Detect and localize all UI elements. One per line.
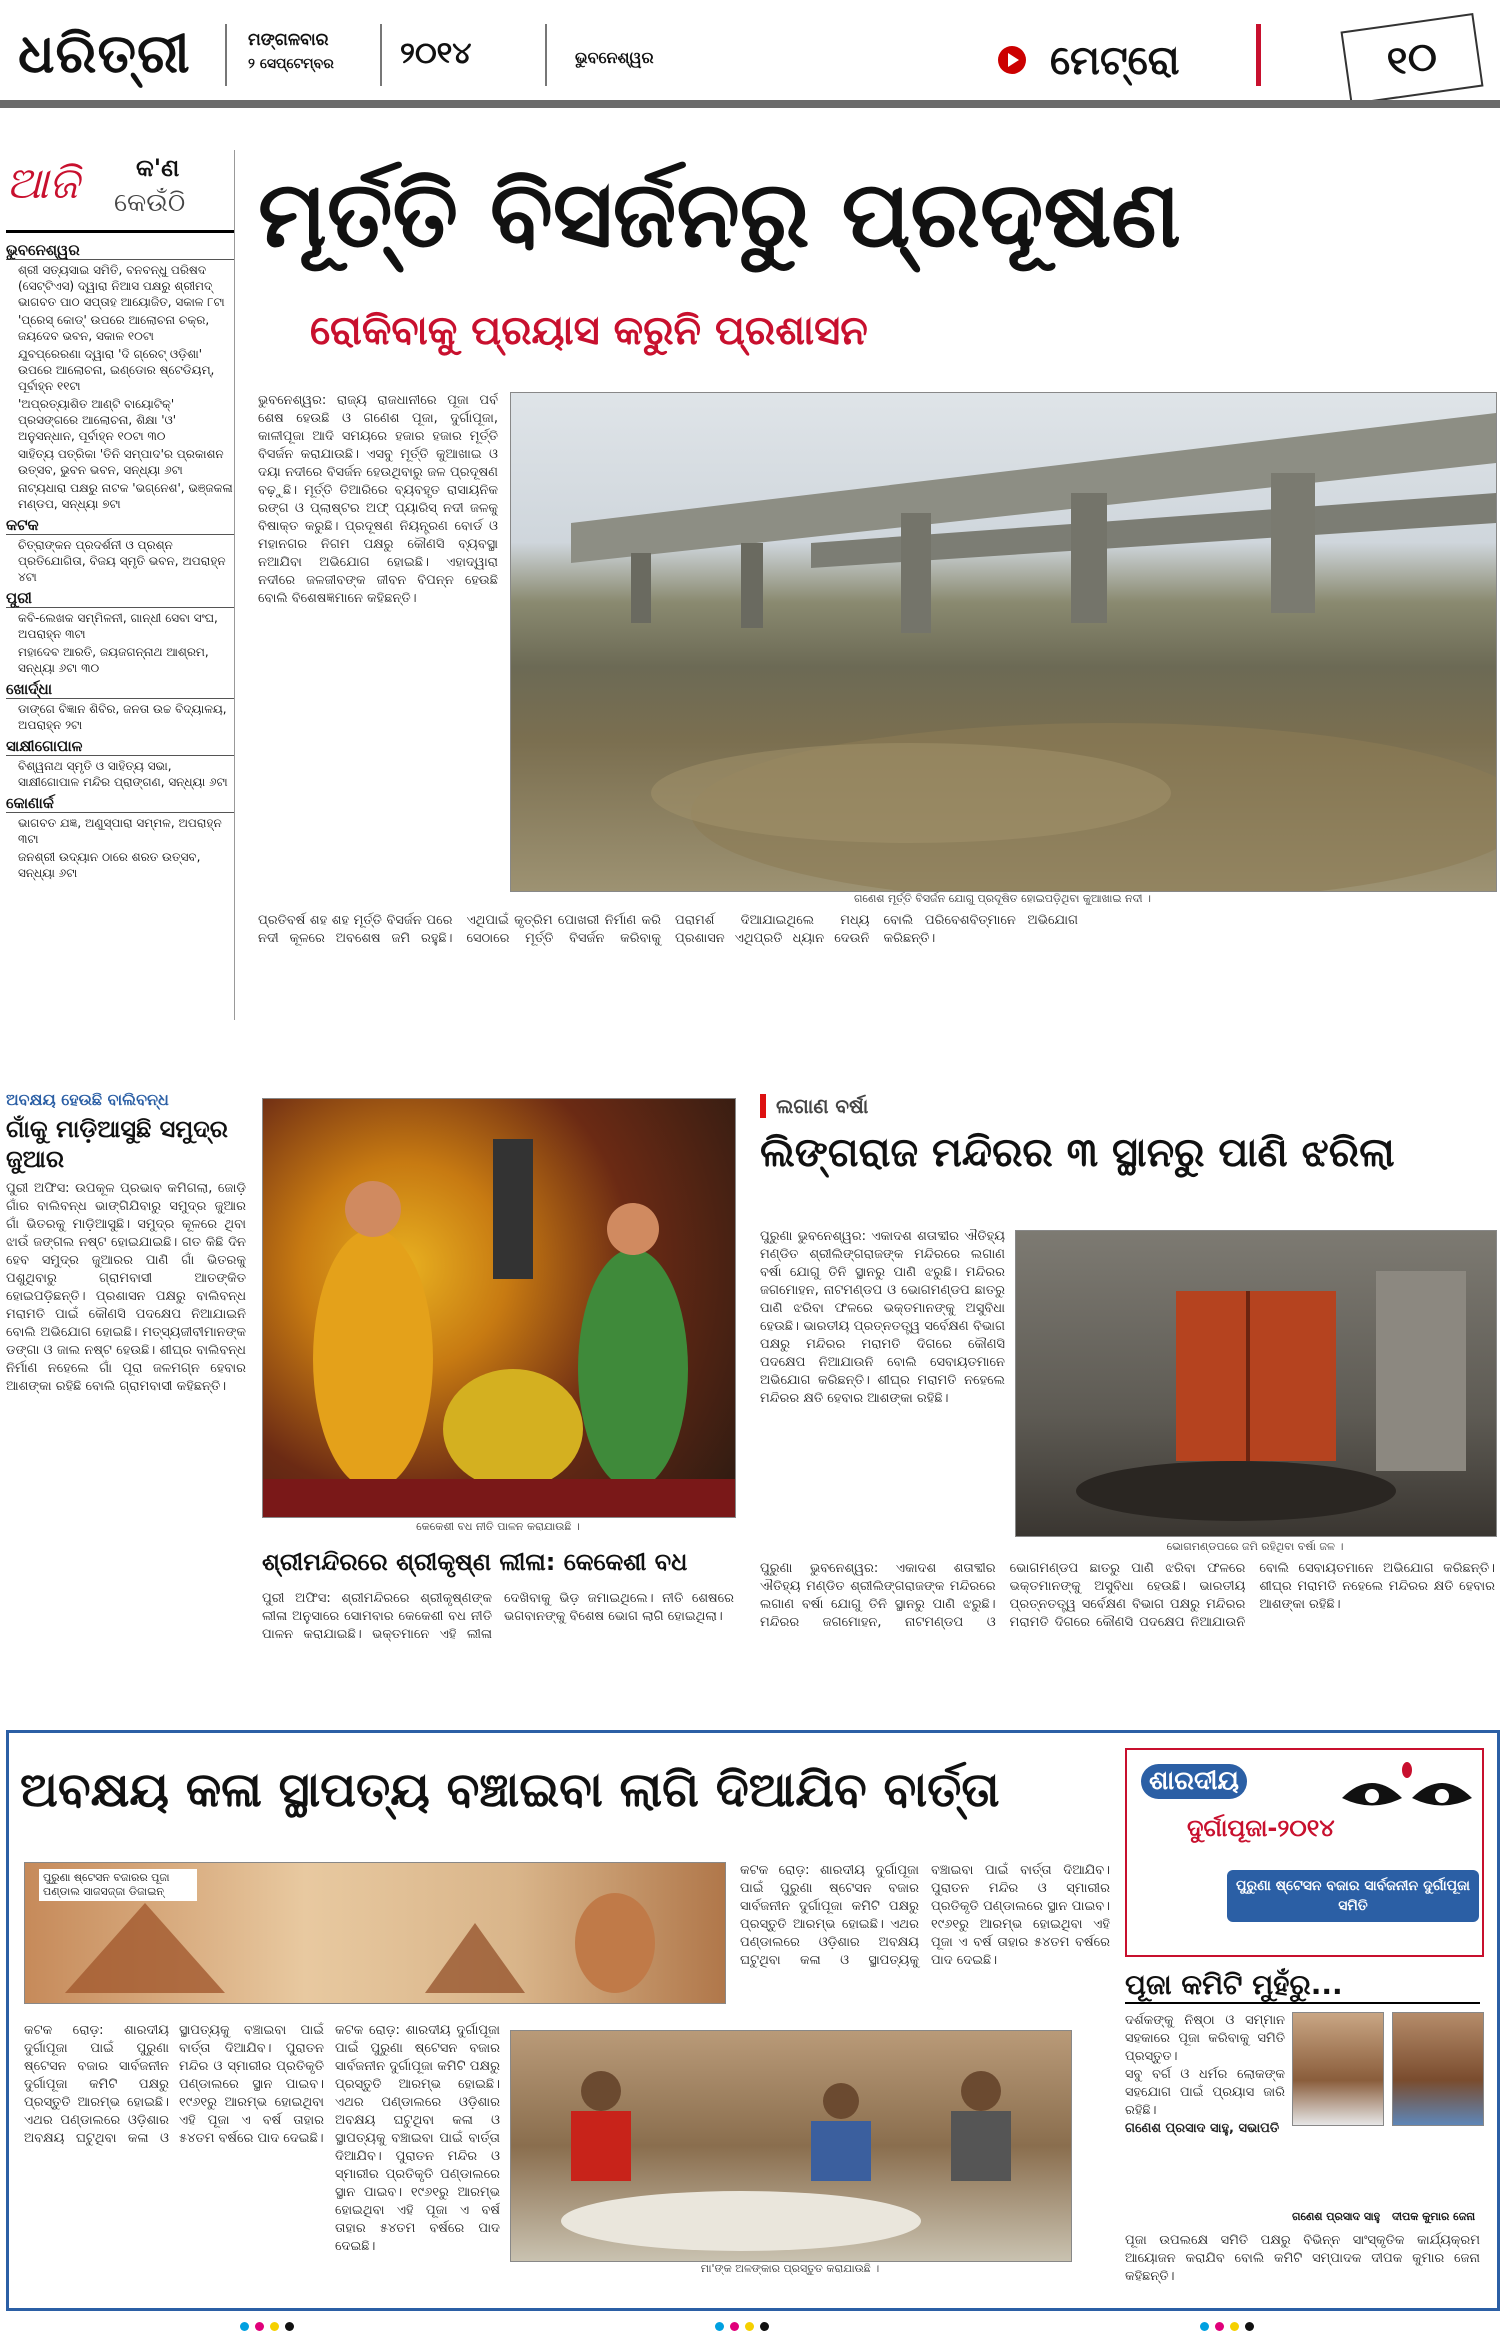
- events-item: ଜନଶ୍ରୀ ଉଦ୍ୟାନ ଠାରେ ଶରତ ଉତ୍ସବ, ସନ୍ଧ୍ୟା ୬ଟା: [18, 850, 201, 880]
- ornament-making-caption: ମା'ଙ୍କ ଅଳଙ୍କାର ପ୍ରସ୍ତୁତ କରାଯାଉଛି ।: [700, 2262, 880, 2275]
- pandal-illustration: [25, 1863, 725, 2003]
- masthead-divider: [545, 24, 547, 86]
- masthead-date: ୨ ସେପ୍ଟେମ୍ବର: [248, 56, 334, 72]
- sea-tide-headline: ଗାଁକୁ ମାଡ଼ିଆସୁଛି ସମୁଦ୍ର ଜୁଆର: [6, 1115, 228, 1173]
- person-photo-2: [1392, 2012, 1484, 2126]
- section-accent-bar: [1256, 24, 1261, 86]
- masthead-divider: [380, 24, 382, 86]
- committee-item: ଦର୍ଶକଙ୍କୁ ନିଷ୍ଠା ଓ ସମ୍ମାନ ସହକାରେ ପୂଜା କରିବାକୁ ସମିତି ପ୍ରସ୍ତୁତ।: [1125, 2013, 1285, 2064]
- yellow-mark: [270, 2322, 279, 2331]
- ad-organiser: ପୁରୁଣା ଷ୍ଟେସନ ବଜାର ସାର୍ବଜନୀନ ଦୁର୍ଗାପୂଜା ସମିତି: [1227, 1870, 1479, 1922]
- events-item: ଚିତ୍ରାଙ୍କନ ପ୍ରଦର୍ଶନୀ ଓ ପ୍ରଶ୍ନ ପ୍ରତିଯୋଗିତା, ବିଜୟ ସ୍ମୃତି ଭବନ, ଅପରାହ୍ନ ୪ଟା: [18, 538, 226, 584]
- lingaraj-photo: [1015, 1230, 1497, 1537]
- events-section-title: ସାକ୍ଷୀଗୋପାଳ: [6, 737, 234, 756]
- lingaraj-body-continued: ପୁରୁଣା ଭୁବନେଶ୍ୱର: ଏକାଦଶ ଶତାବ୍ଦୀର ଐତିହ୍ୟ ମଣ୍ଡିତ ଶ୍ରୀଲିଙ୍ଗରାଜଙ୍କ ମନ୍ଦିରରେ ଲଗାଣ ବର୍ଷା ଯୋଗୁ ତିନି ସ୍ଥାନରୁ ପାଣି ଝରୁଛି। ମନ୍ଦିରର ଜଗମୋହନ, ନାଟମଣ୍ଡପ ଓ ଭୋଗମଣ୍ଡପ ଛାତରୁ ପାଣି ଝରିବା ଫଳରେ ଭକ୍ତମାନଙ୍କୁ ଅସୁବିଧା ହେଉଛି। ଭାରତୀୟ ପ୍ରତ୍ନତତ୍ତ୍ୱ ସର୍ବେକ୍ଷଣ ବିଭାଗ ପକ୍ଷରୁ ମନ୍ଦିରର ମରାମତି ଦିଗରେ କୌଣସି ପଦକ୍ଷେପ ନିଆଯାଉନି ବୋଲି ସେବାୟତମାନେ ଅଭିଯୋଗ କରିଛନ୍ତି। ଶୀଘ୍ର ମରାମତି ନହେଲେ ମନ୍ଦିରର କ୍ଷତି ହେବାର ଆଶଙ୍କା ରହିଛି।: [760, 1561, 1495, 1630]
- events-item: ଯୁବପ୍ରେରଣା ଦ୍ୱାରା 'ଦି ଗ୍ରେଟ୍ ଓଡ଼ିଶା' ଉପରେ ଆଲୋଚନା, ଇଣ୍ଡୋର ଷ୍ଟେଡିୟମ୍, ପୂର୍ବାହ୍ନ ୧୧ଟା: [18, 347, 215, 393]
- masthead: [0, 0, 1500, 110]
- lead-photo-caption: ଗଣେଶ ମୂର୍ତ୍ତି ବିସର୍ଜନ ଯୋଗୁ ପ୍ରଦୂଷିତ ହୋଇପଡ଼ିଥିବା କୁଆଖାଇ ନଦୀ ।: [853, 892, 1151, 905]
- events-section-title: ଭୁବନେଶ୍ୱର: [6, 241, 234, 260]
- page-number: ୧୦: [1341, 13, 1484, 105]
- lead-body: ଭୁବନେଶ୍ୱର: ରାଜ୍ୟ ରାଜଧାନୀରେ ପୂଜା ପର୍ବ ଶେଷ ହେଉଛି ଓ ଗଣେଶ ପୂଜା, ଦୁର୍ଗାପୂଜା, କାଳୀପୂଜା ଆଦି ସମୟରେ ହଜାର ହଜାର ମୂର୍ତ୍ତି ବିସର୍ଜନ କରାଯାଉଛି। ଏସବୁ ମୂର୍ତ୍ତି କୁଆଖାଇ ଓ ଦୟା ନଦୀରେ ବିସର୍ଜନ ହେଉଥିବାରୁ ଜଳ ପ୍ରଦୂଷଣ ବଢ଼ୁଛି। ମୂର୍ତ୍ତି ତିଆରିରେ ବ୍ୟବହୃତ ରାସାୟନିକ ରଙ୍ଗ ଓ ପ୍ଲାଷ୍ଟର ଅଫ୍ ପ୍ୟାରିସ୍ ନଦୀ ଜଳକୁ ବିଷାକ୍ତ କରୁଛି। ପ୍ରଦୂଷଣ ନିୟନ୍ତ୍ରଣ ବୋର୍ଡ ଓ ମହାନଗର ନିଗମ ପକ୍ଷରୁ କୌଣସି ବ୍ୟବସ୍ଥା ନଆଯିବା ଅଭିଯୋଗ ହୋଇଛି। ଏହାଦ୍ୱାରା ନଦୀରେ ଜଳଜୀବଙ୍କ ଜୀବନ ବିପନ୍ନ ହେଉଛି ବୋଲି ବିଶେଷଜ୍ଞମାନେ କହିଛନ୍ତି।: [258, 393, 498, 606]
- masthead-city: ଭୁବନେଶ୍ୱର: [575, 48, 654, 67]
- masthead-divider: [225, 24, 227, 86]
- puja-feature-body-continued: କଟକ ରୋଡ଼: ଶାରଦୀୟ ଦୁର୍ଗାପୂଜା ପାଇଁ ପୁରୁଣା ଷ୍ଟେସନ ବଜାର ସାର୍ବଜନୀନ ଦୁର୍ଗାପୂଜା କମିଟି ପକ୍ଷରୁ ପ୍ରସ୍ତୁତି ଆରମ୍ଭ ହୋଇଛି। ଏଥର ପଣ୍ଡାଲରେ ଓଡ଼ିଶାର ଅବକ୍ଷୟ ଘଟୁଥିବା କଳା ଓ ସ୍ଥାପତ୍ୟକୁ ବଞ୍ଚାଇବା ପାଇଁ ବାର୍ତ୍ତା ଦିଆଯିବ। ପୁରାତନ ମନ୍ଦିର ଓ ସ୍ମାରୀର ପ୍ରତିକୃତି ପଣ୍ଡାଲରେ ସ୍ଥାନ ପାଇବ। ୧୯୬୧ରୁ ଆରମ୍ଭ ହୋଇଥିବା ଏହି ପୂଜା ଏ ବର୍ଷ ତାହାର ୫୪ତମ ବର୍ଷରେ ପାଦ ଦେଇଛି।: [24, 2023, 324, 2146]
- cyan-mark: [240, 2322, 249, 2331]
- committee-heading: ପୂଜା କମିଟି ମୁହଁରୁ...: [1125, 1968, 1480, 2004]
- events-column: [6, 150, 235, 1020]
- masthead-rule: [0, 100, 1500, 108]
- magenta-mark: [255, 2322, 264, 2331]
- committee-list: [1125, 2012, 1285, 2202]
- events-section-title: ପୁରୀ: [6, 589, 234, 608]
- lingaraj-body: ପୁରୁଣା ଭୁବନେଶ୍ୱର: ଏକାଦଶ ଶତାବ୍ଦୀର ଐତିହ୍ୟ ମଣ୍ଡିତ ଶ୍ରୀଲିଙ୍ଗରାଜଙ୍କ ମନ୍ଦିରରେ ଲଗାଣ ବର୍ଷା ଯୋଗୁ ତିନି ସ୍ଥାନରୁ ପାଣି ଝରୁଛି। ମନ୍ଦିରର ଜଗମୋହନ, ନାଟମଣ୍ଡପ ଓ ଭୋଗମଣ୍ଡପ ଛାତରୁ ପାଣି ଝରିବା ଫଳରେ ଭକ୍ତମାନଙ୍କୁ ଅସୁବିଧା ହେଉଛି। ଭାରତୀୟ ପ୍ରତ୍ନତତ୍ତ୍ୱ ସର୍ବେକ୍ଷଣ ବିଭାଗ ପକ୍ଷରୁ ମନ୍ଦିରର ମରାମତି ଦିଗରେ କୌଣସି ପଦକ୍ଷେପ ନିଆଯାଉନି ବୋଲି ସେବାୟତମାନେ ଅଭିଯୋଗ କରିଛନ୍ତି। ଶୀଘ୍ର ମରାମତି ନହେଲେ ମନ୍ଦିରର କ୍ଷତି ହେବାର ଆଶଙ୍କା ରହିଛି।: [760, 1229, 1005, 1406]
- workers-illustration: [511, 2031, 1071, 2261]
- committee-item: ସବୁ ବର୍ଗ ଓ ଧର୍ମର ଲୋକଙ୍କ ସହଯୋଗ ପାଇଁ ପ୍ରୟାସ ଜାରି ରହିଛି।: [1125, 2067, 1285, 2118]
- pandal-design-photo: [24, 1862, 726, 2004]
- krishna-leela-headline: ଶ୍ରୀମନ୍ଦିରରେ ଶ୍ରୀକୃଷ୍ଣ ଲୀଳା: କେକେଶୀ ବଧ: [262, 1548, 688, 1576]
- events-item: ଡାଙ୍ଗେ ବିଜ୍ଞାନ ଶିବିର, ଜନତା ଉଚ୍ଚ ବିଦ୍ୟାଳୟ, ଅପରାହ୍ନ ୨ଟା: [18, 702, 227, 732]
- events-what-label: କ'ଣ: [136, 154, 180, 182]
- events-item: କବି-ଲେଖକ ସମ୍ମିଳନୀ, ଗାନ୍ଧୀ ସେବା ସଂଘ, ଅପରାହ୍ନ ୩ଟା: [18, 611, 218, 641]
- lead-photo-river-bridge: [510, 392, 1497, 892]
- events-section-title: କୋଣାର୍କ: [6, 794, 234, 813]
- events-item: ନାଟ୍ୟଧାରା ପକ୍ଷରୁ ନାଟକ 'ଭଗ୍ନେଶ', ଭଞ୍ଜକଳା ମଣ୍ଡପ, ସନ୍ଧ୍ୟା ୭ଟା: [18, 481, 233, 511]
- events-item: ଭାଗବତ ଯଜ୍ଞ, ଅଣୁସ୍ପାରା ସମ୍ମଳ, ଅପରାହ୍ନ ୩ଟା: [18, 816, 222, 846]
- bridge-illustration: [511, 393, 1496, 891]
- puja-feature-headline: ଅବକ୍ଷୟ କଳା ସ୍ଥାପତ୍ୟ ବଞ୍ଚାଇବା ଲାଗି ଦିଆଯିବ ବାର୍ତ୍ତା: [20, 1762, 1000, 1818]
- krishna-leela-photo: [262, 1098, 736, 1518]
- durga-puja-ad: [1125, 1748, 1484, 1957]
- events-where-label: କେଉଁଠି: [114, 188, 186, 218]
- puja-feature-body-extra: କଟକ ରୋଡ଼: ଶାରଦୀୟ ଦୁର୍ଗାପୂଜା ପାଇଁ ପୁରୁଣା ଷ୍ଟେସନ ବଜାର ସାର୍ବଜନୀନ ଦୁର୍ଗାପୂଜା କମିଟି ପକ୍ଷରୁ ପ୍ରସ୍ତୁତି ଆରମ୍ଭ ହୋଇଛି। ଏଥର ପଣ୍ଡାଲରେ ଓଡ଼ିଶାର ଅବକ୍ଷୟ ଘଟୁଥିବା କଳା ଓ ସ୍ଥାପତ୍ୟକୁ ବଞ୍ଚାଇବା ପାଇଁ ବାର୍ତ୍ତା ଦିଆଯିବ। ପୁରାତନ ମନ୍ଦିର ଓ ସ୍ମାରୀର ପ୍ରତିକୃତି ପଣ୍ଡାଲରେ ସ୍ଥାନ ପାଇବ। ୧୯୬୧ରୁ ଆରମ୍ଭ ହୋଇଥିବା ଏହି ପୂଜା ଏ ବର୍ଷ ତାହାର ୫୪ତମ ବର୍ଷରେ ପାଦ ଦେଇଛି।: [335, 2023, 500, 2254]
- events-item: 'ପ୍ରେସ୍ କୋଡ୍' ଉପରେ ଆଲୋଚନା ଚକ୍ର, ଜୟଦେବ ଭବନ, ସକାଳ ୧୦ଟା: [18, 313, 210, 343]
- committee-body: ପୂଜା ଉପଲକ୍ଷେ ସମିତି ପକ୍ଷରୁ ବିଭିନ୍ନ ସାଂସ୍କୃତିକ କାର୍ଯ୍ୟକ୍ରମ ଆୟୋଜନ କରାଯିବ ବୋଲି କମିଟି ସମ୍ପାଦକ ଦୀପକ କୁମାର ଜେନା କହିଛନ୍ତି।: [1125, 2233, 1480, 2284]
- events-section-title: ଖୋର୍ଦ୍ଧା: [6, 680, 234, 699]
- leela-performers-illustration: [263, 1099, 735, 1517]
- lead-subhead: ରୋକିବାକୁ ପ୍ରୟାସ କରୁନି ପ୍ରଶାସନ: [310, 308, 868, 354]
- ad-subtitle: ଦୁର୍ଗାପୂଜା-୨୦୧୪: [1187, 1814, 1335, 1842]
- lead-body-continued: ପ୍ରତିବର୍ଷ ଶହ ଶହ ମୂର୍ତ୍ତି ବିସର୍ଜନ ପରେ ନଦୀ କୂଳରେ ଅବଶେଷ ଜମି ରହୁଛି। ଏଥିପାଇଁ କୃତ୍ରିମ ପୋଖରୀ ନିର୍ମାଣ କରି ସେଠାରେ ମୂର୍ତ୍ତି ବିସର୍ଜନ କରିବାକୁ ପରାମର୍ଶ ଦିଆଯାଇଥିଲେ ମଧ୍ୟ ପ୍ରଶାସନ ଏଥିପ୍ରତି ଧ୍ୟାନ ଦେଉନି ବୋଲି ପରିବେଶବିତ୍‌ମାନେ ଅଭିଯୋଗ କରିଛନ୍ତି।: [258, 913, 1078, 946]
- magenta-mark: [730, 2322, 739, 2331]
- puja-feature-body: କଟକ ରୋଡ଼: ଶାରଦୀୟ ଦୁର୍ଗାପୂଜା ପାଇଁ ପୁରୁଣା ଷ୍ଟେସନ ବଜାର ସାର୍ବଜନୀନ ଦୁର୍ଗାପୂଜା କମିଟି ପକ୍ଷରୁ ପ୍ରସ୍ତୁତି ଆରମ୍ଭ ହୋଇଛି। ଏଥର ପଣ୍ଡାଲରେ ଓଡ଼ିଶାର ଅବକ୍ଷୟ ଘଟୁଥିବା କଳା ଓ ସ୍ଥାପତ୍ୟକୁ ବଞ୍ଚାଇବା ପାଇଁ ବାର୍ତ୍ତା ଦିଆଯିବ। ପୁରାତନ ମନ୍ଦିର ଓ ସ୍ମାରୀର ପ୍ରତିକୃତି ପଣ୍ଡାଲରେ ସ୍ଥାନ ପାଇବ। ୧୯୬୧ରୁ ଆରମ୍ଭ ହୋଇଥିବା ଏହି ପୂଜା ଏ ବର୍ଷ ତାହାର ୫୪ତମ ବର୍ଷରେ ପାଦ ଦେଇଛି।: [740, 1863, 1110, 1968]
- events-header: [6, 150, 234, 233]
- krishna-leela-caption: କେକେଶୀ ବଧ ନୀତି ପାଳନ କରାଯାଉଛି ।: [416, 1520, 580, 1533]
- events-list: [6, 233, 234, 881]
- events-section-title: କଟକ: [6, 516, 234, 535]
- temple-door-illustration: [1016, 1231, 1496, 1536]
- events-item: ବିଶ୍ୱନାଥ ସ୍ମୃତି ଓ ସାହିତ୍ୟ ସଭା, ସାକ୍ଷୀଗୋପାଳ ମନ୍ଦିର ପ୍ରାଙ୍ଗଣ, ସନ୍ଧ୍ୟା ୬ଟା: [18, 759, 228, 789]
- events-item: ଶ୍ରୀ ସତ୍ୟସାଇ ସମିତି, ବନବନ୍ଧୁ ପରିଷଦ (ସେଟ୍ଟିଏସ) ଦ୍ୱାରା ନିଆସ ପକ୍ଷରୁ ଶ୍ରୀମଦ୍ ଭାଗବତ ପାଠ ସପ୍ତାହ ଆୟୋଜିତ, ସକାଳ ୮ଟା: [18, 263, 225, 309]
- lingaraj-headline: ଲିଙ୍ଗରାଜ ମନ୍ଦିରର ୩ ସ୍ଥାନରୁ ପାଣି ଝରିଲା: [760, 1130, 1395, 1176]
- newspaper-logo: ଧରିତ୍ରୀ: [18, 22, 191, 85]
- events-today-label: ଆଜି: [6, 158, 79, 209]
- lingaraj-kicker: ଲଗାଣ ବର୍ଷା: [776, 1094, 869, 1118]
- ornament-making-photo: [510, 2030, 1072, 2262]
- events-item: ସାହିତ୍ୟ ପତ୍ରିକା 'ତିନି ସମ୍ପାଦ'ର ପ୍ରକାଶନ ଉତ୍ସବ, ଭୁବନ ଭବନ, ସନ୍ଧ୍ୟା ୬ଟା: [18, 447, 224, 477]
- play-icon: [998, 46, 1026, 74]
- lingaraj-photo-caption: ଭୋଗମଣ୍ଡପରେ ଜମି ରହିଥିବା ବର୍ଷା ଜଳ ।: [1166, 1540, 1344, 1553]
- cyan-mark: [715, 2322, 724, 2331]
- lingaraj-kicker-marker: [760, 1094, 766, 1118]
- person-photo-1: [1292, 2012, 1384, 2126]
- person-name-2: ଦୀପକ କୁମାର ଜେନା: [1392, 2210, 1476, 2223]
- krishna-leela-body: ପୁରୀ ଅଫିସ: ଶ୍ରୀମନ୍ଦିରରେ ଶ୍ରୀକୃଷ୍ଣଙ୍କ ଲୀଳା ଅନୁସାରେ ସୋମବାର କେକେଶୀ ବଧ ନୀତି ପାଳନ କରାଯାଇଛି। ଭକ୍ତମାନେ ଏହି ଲୀଳା ଦେଖିବାକୁ ଭିଡ଼ ଜମାଇଥିଲେ। ନୀତି ଶେଷରେ ଭଗବାନଙ୍କୁ ବିଶେଷ ଭୋଗ ଲାଗି ହୋଇଥିଲା।: [262, 1591, 734, 1642]
- magenta-mark: [1215, 2322, 1224, 2331]
- events-item: 'ଅପ୍ରତ୍ୟାଶିତ ଆଣ୍ଟି ବାୟୋଟିକ୍' ପ୍ରସଙ୍ଗରେ ଆଲୋଚନା, ଶିକ୍ଷା 'ଓ' ଅନୁସନ୍ଧାନ, ପୂର୍ବାହ୍ନ ୧୦ଟା ୩୦: [18, 397, 177, 443]
- durga-eyes-icon: [1337, 1758, 1477, 1828]
- events-item: ମହାଦେବ ଆରତି, ଜୟଜଗନ୍ନାଥ ଆଶ୍ରମ, ସନ୍ଧ୍ୟା ୬ଟା ୩୦: [18, 645, 209, 675]
- cyan-mark: [1200, 2322, 1209, 2331]
- lead-headline: ମୂର୍ତ୍ତି ବିସର୍ଜନରୁ ପ୍ରଦୂଷଣ: [258, 161, 1181, 268]
- committee-item: ଗଣେଶ ପ୍ରସାଦ ସାହୁ, ସଭାପତି: [1125, 2121, 1280, 2136]
- sea-tide-body: ପୁରୀ ଅଫିସ: ଉପକୂଳ ପ୍ରଭାବ କମିଗଲା, ଜୋଡ଼ି ଗାଁର ବାଲିବନ୍ଧ ଭାଙ୍ଗିଯିବାରୁ ସମୁଦ୍ର ଜୁଆର ଗାଁ ଭିତରକୁ ମାଡ଼ିଆସୁଛି। ସମୁଦ୍ର କୂଳରେ ଥିବା ଝାଉଁ ଜଙ୍ଗଲ ନଷ୍ଟ ହୋଇଯାଇଛି। ଗତ କିଛି ଦିନ ହେବ ସମୁଦ୍ର ଜୁଆରର ପାଣି ଗାଁ ଭିତରକୁ ପଶୁଥିବାରୁ ଗ୍ରାମବାସୀ ଆତଙ୍କିତ ହୋଇପଡ଼ିଛନ୍ତି। ପ୍ରଶାସନ ପକ୍ଷରୁ ବାଲିବନ୍ଧ ମରାମତି ପାଇଁ କୌଣସି ପଦକ୍ଷେପ ନିଆଯାଇନି ବୋଲି ଅଭିଯୋଗ ହୋଇଛି। ମତ୍ସ୍ୟଜୀବୀମାନଙ୍କ ଡଙ୍ଗା ଓ ଜାଲ ନଷ୍ଟ ହେଉଛି। ଶୀଘ୍ର ବାଲିବନ୍ଧ ନିର୍ମାଣ ନହେଲେ ଗାଁ ପୂରା ଜଳମଗ୍ନ ହେବାର ଆଶଙ୍କା ରହିଛି ବୋଲି ଗ୍ରାମବାସୀ କହିଛନ୍ତି।: [6, 1181, 246, 1394]
- masthead-day: ମଙ୍ଗଳବାର: [248, 30, 329, 50]
- ad-title: ଶାରଦୀୟ: [1141, 1764, 1247, 1799]
- black-mark: [760, 2322, 769, 2331]
- masthead-year: ୨୦୧୪: [400, 36, 472, 71]
- section-name: ମେଟ୍ରୋ: [1050, 38, 1180, 84]
- pandal-design-caption: ପୁରୁଣା ଷ୍ଟେସନ ବଜାରର ପୂଜା ପଣ୍ଡାଲ ସାଜସଜ୍ଜା ଡିଜାଇନ୍: [39, 1869, 197, 1901]
- yellow-mark: [1230, 2322, 1239, 2331]
- sea-tide-story: [6, 1090, 246, 1690]
- sea-tide-kicker: ଅବକ୍ଷୟ ହେଉଛି ବାଲିବନ୍ଧ: [6, 1090, 169, 1109]
- black-mark: [1245, 2322, 1254, 2331]
- yellow-mark: [745, 2322, 754, 2331]
- person-name-1: ଗଣେଶ ପ୍ରସାଦ ସାହୁ: [1292, 2210, 1381, 2223]
- print-registration-strip: [0, 2318, 1500, 2335]
- black-mark: [285, 2322, 294, 2331]
